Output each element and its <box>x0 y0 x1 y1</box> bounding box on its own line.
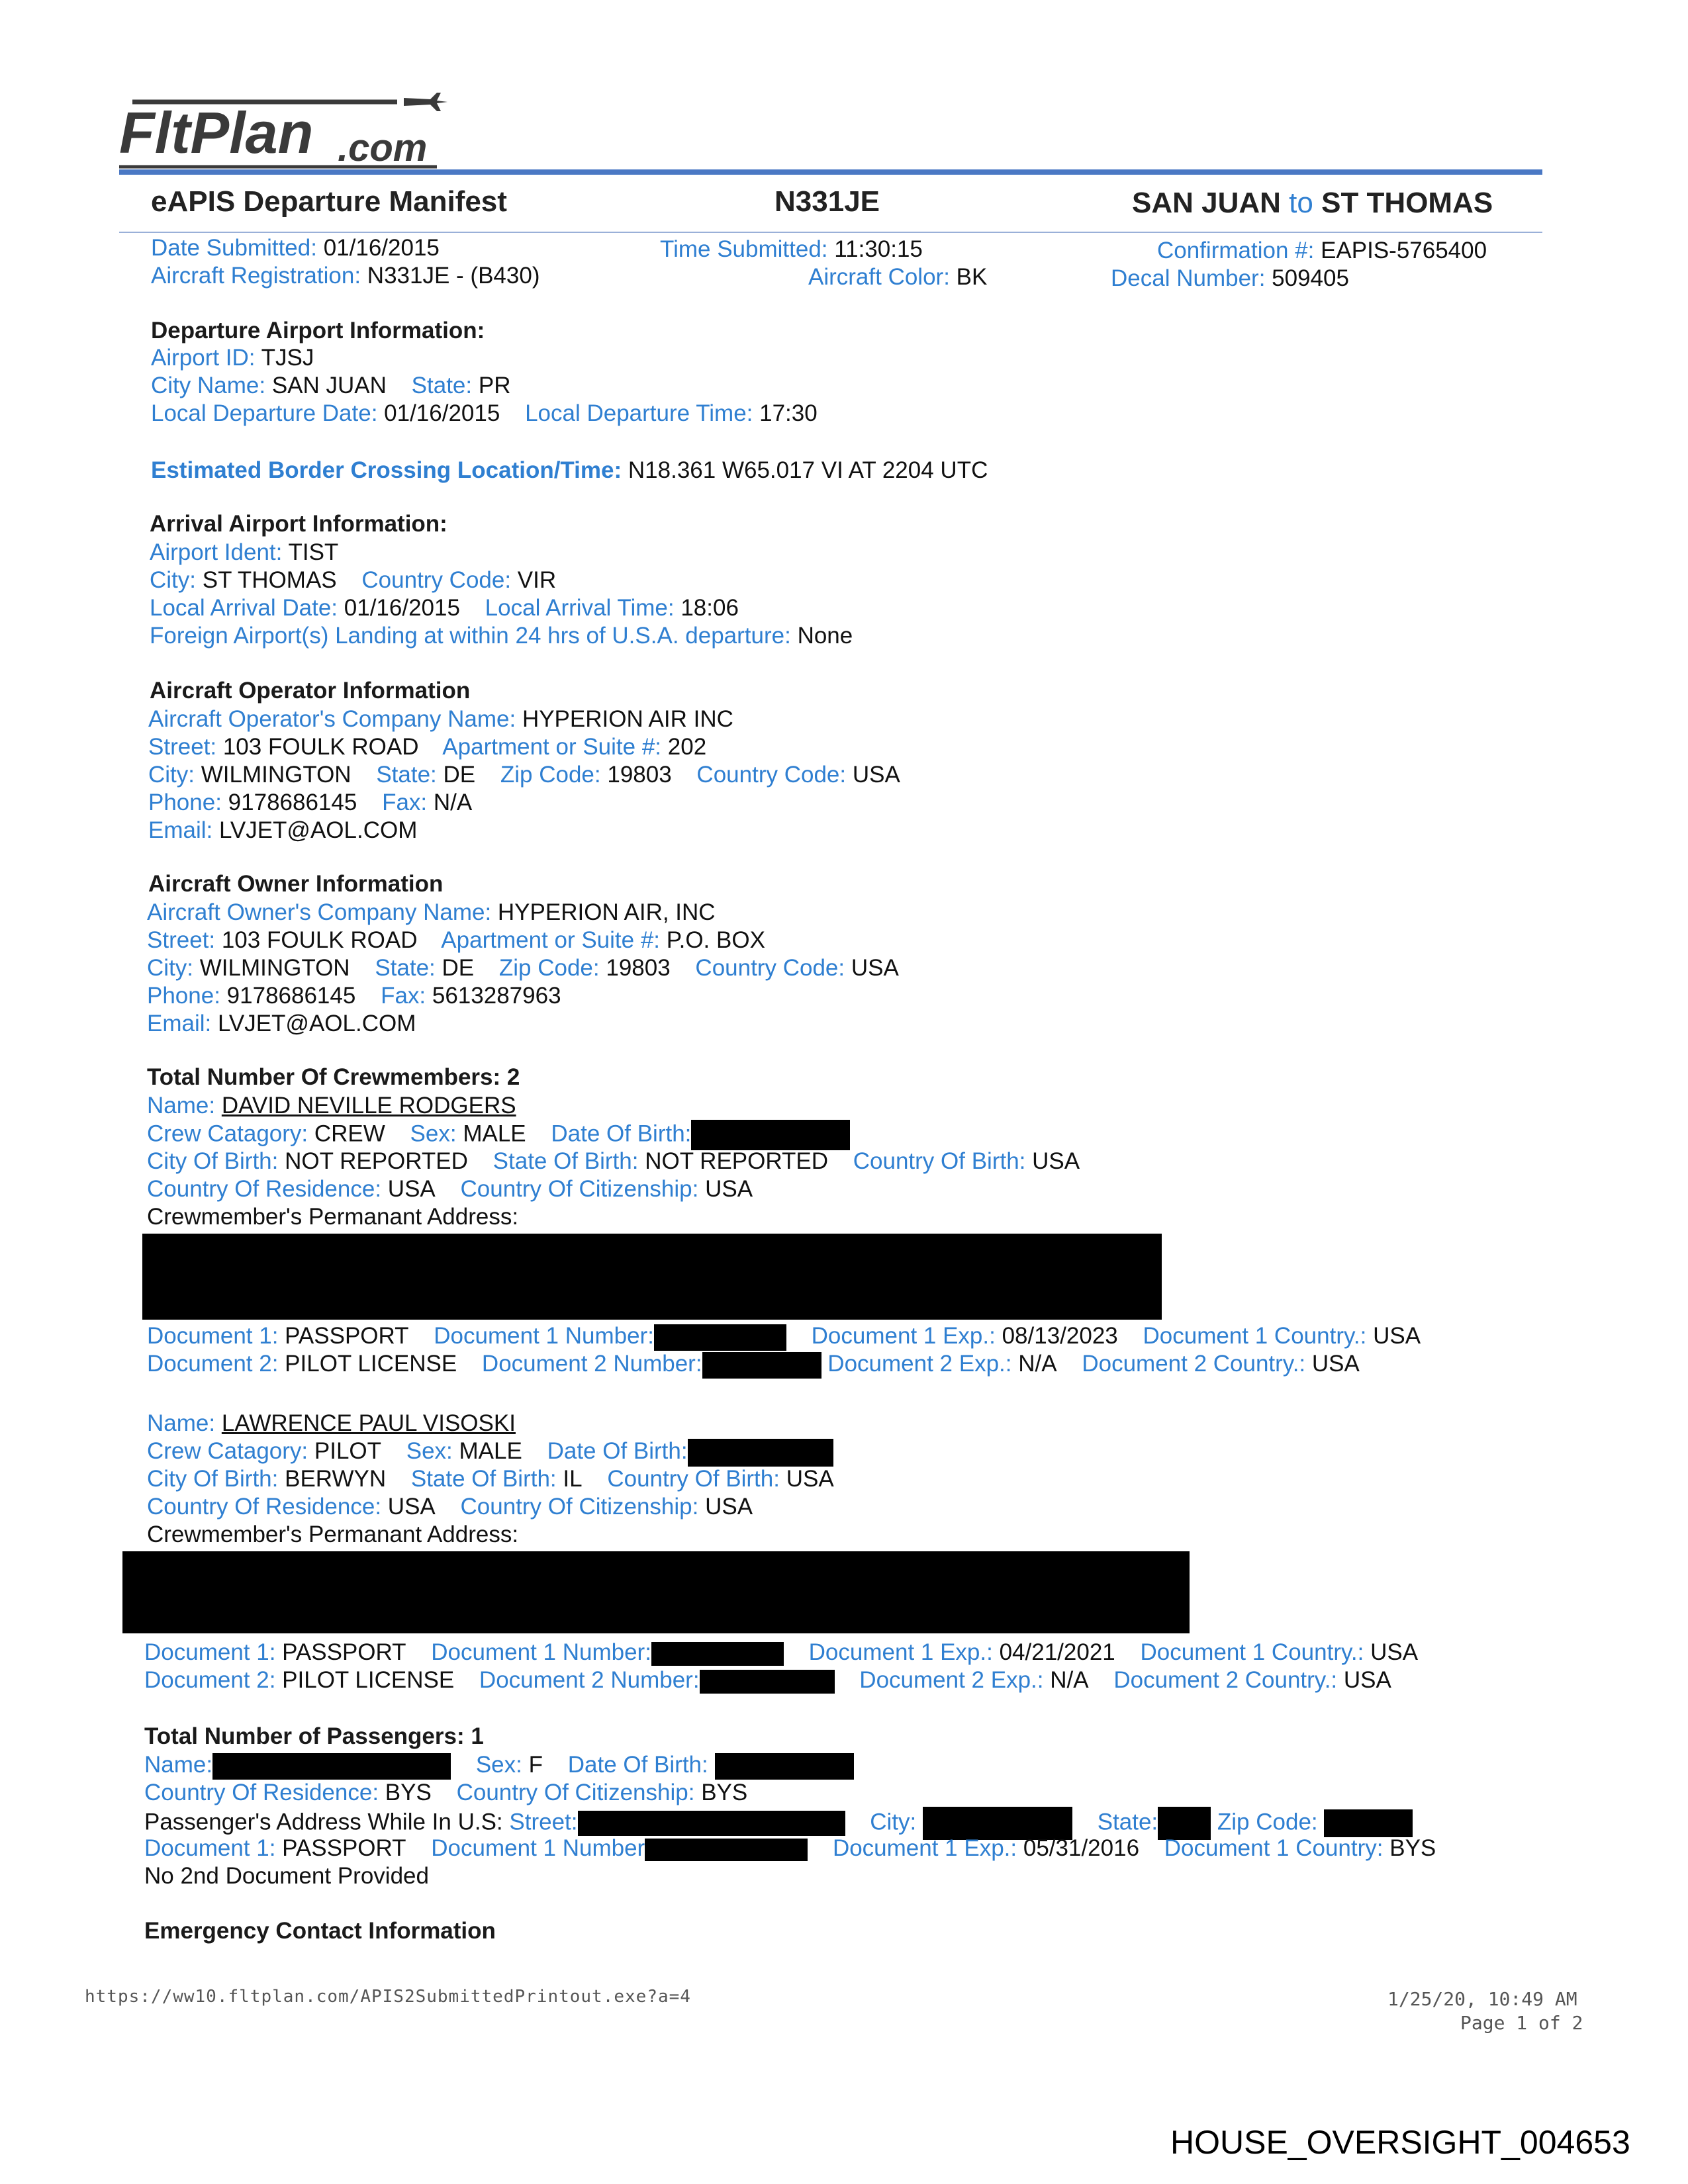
operator-city: City: WILMINGTON State: DE Zip Code: 19803 Country Code: USA <box>148 762 900 788</box>
owner-email: Email: LVJET@AOL.COM <box>147 1011 416 1036</box>
passenger-name: Name: Sex: F Date Of Birth: <box>144 1751 854 1780</box>
redaction <box>691 1120 850 1150</box>
crew2-doc2: Document 2: PILOT LICENSE Document 2 Number: Document 2 Exp.: N/A Document 2 Country.: USA <box>144 1667 1391 1693</box>
border-crossing: Estimated Border Crossing Location/Time: N18.361 W65.017 VI AT 2204 UTC <box>151 457 988 483</box>
crew1-residence: Country Of Residence: USA Country Of Citizenship: USA <box>147 1176 753 1202</box>
footer-page-number: Page 1 of 2 <box>1460 2012 1583 2034</box>
departure-airport-id: Airport ID: TJSJ <box>151 345 314 371</box>
logo-suffix: .com <box>338 126 428 169</box>
operator-email: Email: LVJET@AOL.COM <box>148 817 418 843</box>
route <box>1132 187 1493 220</box>
redaction <box>702 1352 821 1379</box>
crew1-name: Name: DAVID NEVILLE RODGERS <box>147 1093 516 1118</box>
crew2-doc1: Document 1: PASSPORT Document 1 Number: Document 1 Exp.: 04/21/2021 Document 1 Country.: USA <box>144 1639 1419 1665</box>
crew2-name: Name: LAWRENCE PAUL VISOSKI <box>147 1410 516 1436</box>
crew1-birth: City Of Birth: NOT REPORTED State Of Birth: NOT REPORTED Country Of Birth: USA <box>147 1148 1080 1174</box>
route-destination: ST THOMAS <box>1321 187 1493 219</box>
redaction <box>142 1234 1162 1320</box>
header-divider <box>119 232 1542 233</box>
arrival-city: City: ST THOMAS Country Code: VIR <box>150 567 557 593</box>
passenger-no-second-doc: No 2nd Document Provided <box>144 1863 429 1889</box>
redaction <box>688 1439 833 1467</box>
crew2-birth: City Of Birth: BERWYN State Of Birth: IL Country Of Birth: USA <box>147 1466 834 1492</box>
owner-city: City: WILMINGTON State: DE Zip Code: 19803 Country Code: USA <box>147 955 899 981</box>
passenger-residence: Country Of Residence: BYS Country Of Citizenship: BYS <box>144 1780 748 1805</box>
redaction <box>212 1753 451 1780</box>
operator-street: Street: 103 FOULK ROAD Apartment or Suite #: 202 <box>148 734 707 760</box>
page-title: eAPIS Departure Manifest <box>151 185 507 218</box>
crew2-address-label: Crewmember's Permanant Address: <box>147 1522 519 1547</box>
emergency-heading: Emergency Contact Information <box>144 1918 496 1944</box>
redaction <box>715 1753 854 1780</box>
owner-company: Aircraft Owner's Company Name: HYPERION AIR, INC <box>147 899 716 925</box>
airplane-icon <box>404 93 447 111</box>
departure-heading: Departure Airport Information: <box>151 318 485 343</box>
operator-heading: Aircraft Operator Information <box>150 678 471 704</box>
redaction <box>654 1324 786 1351</box>
arrival-heading: Arrival Airport Information: <box>150 511 447 537</box>
redaction <box>645 1839 808 1861</box>
fltplan-logo <box>119 93 450 172</box>
departure-city: City Name: SAN JUAN State: PR <box>151 373 511 398</box>
operator-company: Aircraft Operator's Company Name: HYPERION AIR INC <box>148 706 733 732</box>
arrival-foreign-airports: Foreign Airport(s) Landing at within 24 hrs of U.S.A. departure: None <box>150 623 853 649</box>
owner-heading: Aircraft Owner Information <box>148 871 444 897</box>
confirmation-number: Confirmation #: EAPIS-5765400 <box>1157 238 1487 263</box>
logo-text: FltPlan <box>119 100 314 165</box>
crew1-category: Crew Catagory: CREW Sex: MALE Date Of Birth: <box>147 1120 850 1150</box>
redaction <box>700 1670 835 1694</box>
redaction <box>651 1642 784 1666</box>
redaction <box>122 1551 1190 1633</box>
passengers-heading: Total Number of Passengers: 1 <box>144 1723 484 1749</box>
footer-timestamp: 1/25/20, 10:49 AM <box>1387 1988 1577 2010</box>
arrival-ident: Airport Ident: TIST <box>150 539 339 565</box>
passenger-doc1: Document 1: PASSPORT Document 1 Number Document 1 Exp.: 05/31/2016 Document 1 Country: BYS <box>144 1835 1436 1861</box>
crew1-address-label: Crewmember's Permanant Address: <box>147 1204 519 1230</box>
crew1-doc2: Document 2: PILOT LICENSE Document 2 Number: Document 2 Exp.: N/A Document 2 Country.: USA <box>147 1350 1360 1379</box>
bates-number: HOUSE_OVERSIGHT_004653 <box>1170 2124 1630 2161</box>
operator-phone: Phone: 9178686145 Fax: N/A <box>148 790 473 815</box>
crew2-category: Crew Catagory: PILOT Sex: MALE Date Of Birth: <box>147 1437 833 1467</box>
route-connector: to <box>1289 187 1313 219</box>
departure-datetime: Local Departure Date: 01/16/2015 Local Departure Time: 17:30 <box>151 400 818 426</box>
arrival-datetime: Local Arrival Date: 01/16/2015 Local Arrival Time: 18:06 <box>150 595 739 621</box>
footer-url[interactable]: https://ww10.fltplan.com/APIS2SubmittedPrintout.exe?a=4 <box>85 1987 691 2007</box>
crew1-doc1: Document 1: PASSPORT Document 1 Number: Document 1 Exp.: 08/13/2023 Document 1 Country.: USA <box>147 1322 1421 1351</box>
crew-heading: Total Number Of Crewmembers: 2 <box>147 1064 520 1090</box>
owner-phone: Phone: 9178686145 Fax: 5613287963 <box>147 983 561 1009</box>
time-submitted: Time Submitted: 11:30:15 <box>660 236 923 262</box>
tail-number: N331JE <box>774 185 880 218</box>
passenger-address: Passenger's Address While In U.S: Street: City: State: Zip Code: <box>144 1807 1413 1840</box>
aircraft-registration: Aircraft Registration: N331JE - (B430) <box>151 263 540 289</box>
aircraft-color: Aircraft Color: BK <box>808 264 988 290</box>
crew2-residence: Country Of Residence: USA Country Of Citizenship: USA <box>147 1494 753 1520</box>
redaction <box>578 1811 845 1836</box>
route-origin: SAN JUAN <box>1132 187 1281 219</box>
redaction <box>1324 1809 1413 1837</box>
date-submitted: Date Submitted: 01/16/2015 <box>151 235 440 261</box>
header-rule <box>119 169 1542 175</box>
owner-street: Street: 103 FOULK ROAD Apartment or Suite #: P.O. BOX <box>147 927 765 953</box>
decal-number: Decal Number: 509405 <box>1111 265 1349 291</box>
